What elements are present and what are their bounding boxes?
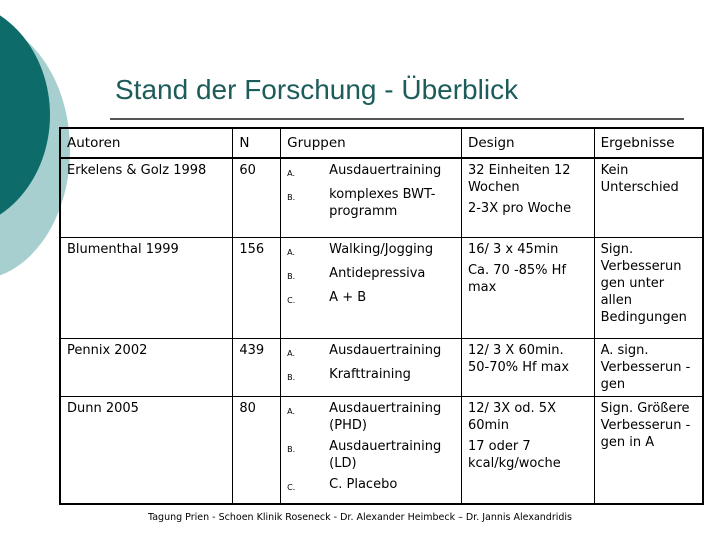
- group-text: Walking/Jogging: [329, 241, 434, 257]
- cell-n: 156: [233, 237, 281, 338]
- table-row: [60, 338, 703, 396]
- design-line: 16/ 3 x 45min: [467, 241, 559, 257]
- cell-design: [461, 237, 594, 338]
- cell-gruppen: [281, 237, 462, 338]
- group-item: [287, 265, 455, 285]
- group-item: [287, 342, 455, 362]
- cell-n: 439: [233, 338, 281, 396]
- cell-gruppen: [281, 158, 462, 237]
- design-line: 17 oder 7 kcal/kg/woche: [467, 438, 561, 471]
- cell-autoren: Blumenthal 1999: [60, 237, 233, 338]
- cell-ergebnisse: Sign. Verbesserun gen unter allen Bedingungen: [594, 237, 703, 338]
- header-gruppen: Gruppen: [281, 128, 462, 158]
- cell-design: [461, 396, 594, 504]
- group-letter: A.: [287, 247, 296, 257]
- table-row: [60, 158, 703, 237]
- group-text: Krafttraining: [329, 366, 411, 382]
- design-line: 12/ 3 X 60min. 50-70% Hf max: [467, 342, 570, 375]
- group-text: C. Placebo: [329, 476, 398, 492]
- group-item: [287, 241, 455, 261]
- group-letter: A.: [287, 348, 296, 358]
- cell-ergebnisse: Kein Unterschied: [594, 158, 703, 237]
- cell-gruppen: [281, 396, 462, 504]
- cell-autoren: Pennix 2002: [60, 338, 233, 396]
- group-item: [287, 476, 455, 496]
- cell-n: 80: [233, 396, 281, 504]
- header-autoren: Autoren: [60, 128, 233, 158]
- header-n: N: [233, 128, 281, 158]
- group-text: Ausdauertraining: [329, 163, 442, 178]
- slide-title: Stand der Forschung - Überblick: [115, 74, 519, 105]
- table-row: [60, 237, 703, 338]
- group-text: Antidepressiva: [329, 265, 426, 281]
- cell-autoren: Erkelens & Golz 1998: [60, 158, 233, 237]
- header-ergebnisse: Ergebnisse: [594, 128, 703, 158]
- group-letter: C.: [287, 295, 296, 305]
- group-letter: B.: [287, 444, 296, 454]
- header-design: Design: [461, 128, 594, 158]
- research-overview-table: [59, 127, 704, 505]
- group-text: Ausdauertraining (LD): [329, 438, 442, 471]
- group-item: [287, 400, 455, 434]
- group-letter: C.: [287, 482, 296, 492]
- group-letter: B.: [287, 372, 296, 382]
- cell-ergebnisse: Sign. Größere Verbesserun -gen in A: [594, 396, 703, 504]
- slide-footer: Tagung Prien - Schoen Klinik Roseneck - Dr. Alexander Heimbeck – Dr. Jannis Alexandridis: [148, 512, 572, 523]
- group-item: [287, 186, 455, 220]
- cell-autoren: Dunn 2005: [60, 396, 233, 504]
- group-text: komplexes BWT-programm: [329, 187, 436, 219]
- group-item: [287, 438, 455, 472]
- cell-design: [461, 158, 594, 237]
- cell-n: 60: [233, 158, 281, 237]
- group-letter: A.: [287, 406, 296, 416]
- design-line: 12/ 3X od. 5X 60min: [467, 400, 556, 433]
- title-underline: [110, 118, 684, 120]
- group-text: Ausdauertraining: [329, 342, 442, 358]
- table-row: [60, 396, 703, 504]
- group-letter: B.: [287, 193, 296, 202]
- group-text: A + B: [329, 289, 367, 305]
- group-letter: B.: [287, 271, 296, 281]
- design-line: 2-3X pro Woche: [467, 201, 572, 216]
- group-letter: A.: [287, 169, 296, 178]
- group-item: [287, 162, 455, 182]
- cell-design: [461, 338, 594, 396]
- cell-ergebnisse: A. sign. Verbesserun -gen: [594, 338, 703, 396]
- design-line: Ca. 70 -85% Hf max: [467, 262, 567, 295]
- design-line: 32 Einheiten 12 Wochen: [467, 163, 571, 195]
- group-item: [287, 289, 455, 309]
- group-text: Ausdauertraining (PHD): [329, 400, 442, 433]
- table-header-row: [60, 128, 703, 158]
- group-item: [287, 366, 455, 386]
- cell-gruppen: [281, 338, 462, 396]
